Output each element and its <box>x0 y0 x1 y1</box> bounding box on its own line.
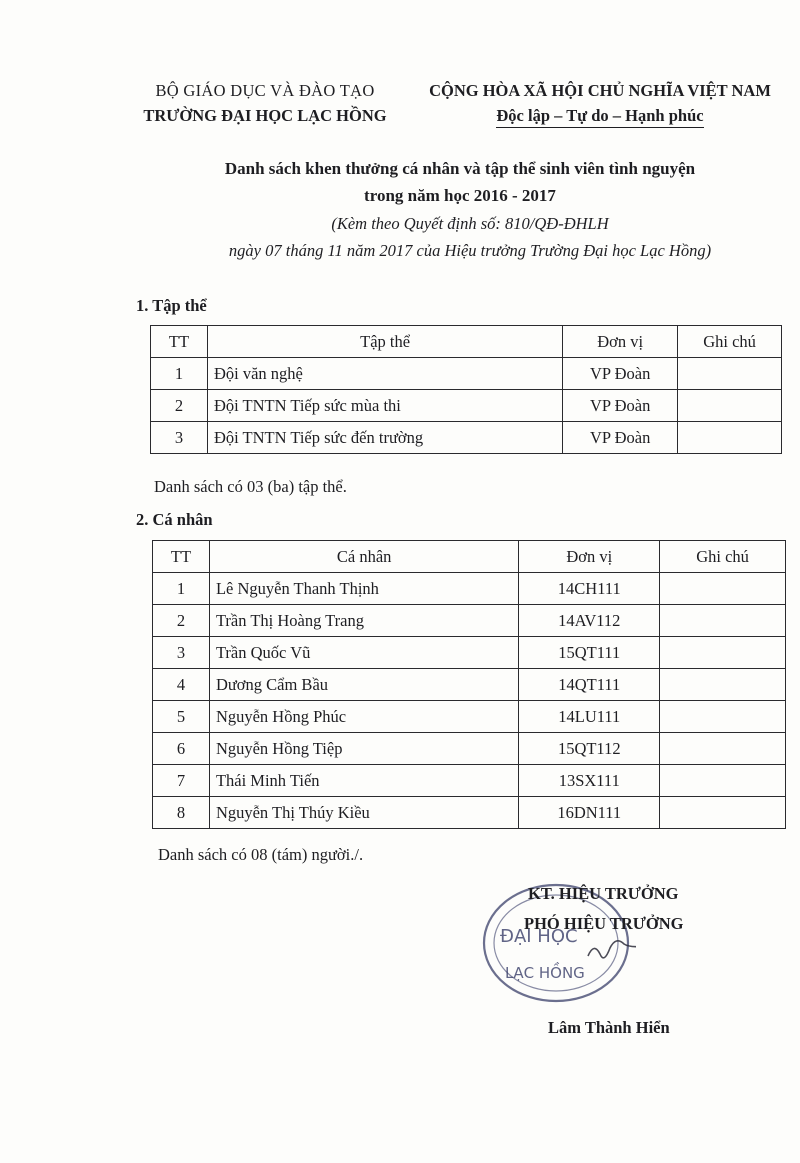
row-name: Thái Minh Tiến <box>209 765 518 797</box>
table-header-row <box>153 541 786 573</box>
row-number: 1 <box>153 573 210 605</box>
row-number: 8 <box>153 797 210 829</box>
table-row <box>153 605 786 637</box>
column-header: Tập thể <box>207 326 562 358</box>
table-row <box>153 637 786 669</box>
row-number: 2 <box>153 605 210 637</box>
row-note <box>678 390 782 422</box>
column-header: Đơn vị <box>519 541 660 573</box>
row-name: Nguyễn Hồng Phúc <box>209 701 518 733</box>
row-unit: 15QT111 <box>519 637 660 669</box>
section-1-summary: Danh sách có 03 (ba) tập thể. <box>154 477 347 496</box>
row-number: 2 <box>151 390 208 422</box>
table-header-row <box>151 326 782 358</box>
column-header: TT <box>153 541 210 573</box>
column-header: Ghi chú <box>660 541 786 573</box>
section-2-heading: 2. Cá nhân <box>136 510 213 529</box>
table-row <box>151 422 782 454</box>
row-note <box>678 358 782 390</box>
row-name: Đội TNTN Tiếp sức đến trường <box>207 422 562 454</box>
row-note <box>660 765 786 797</box>
collective-table <box>150 325 782 454</box>
row-note <box>660 733 786 765</box>
row-number: 3 <box>151 422 208 454</box>
column-header: Đơn vị <box>563 326 678 358</box>
table-row <box>153 797 786 829</box>
row-unit: 14QT111 <box>519 669 660 701</box>
title-line-1: Danh sách khen thưởng cá nhân và tập thể sinh viên tình nguyện <box>224 159 696 178</box>
row-note <box>660 637 786 669</box>
attachment-line-1: (Kèm theo Quyết định số: 810/QĐ-ĐHLH <box>331 214 609 233</box>
column-header: TT <box>151 326 208 358</box>
row-name: Dương Cẩm Bầu <box>209 669 518 701</box>
row-unit: 16DN111 <box>519 797 660 829</box>
row-number: 5 <box>153 701 210 733</box>
table-row <box>151 358 782 390</box>
row-number: 6 <box>153 733 210 765</box>
ministry-name: BỘ GIÁO DỤC VÀ ĐÀO TẠO <box>155 81 375 100</box>
row-number: 7 <box>153 765 210 797</box>
row-unit: VP Đoàn <box>563 358 678 390</box>
section-1-heading: 1. Tập thể <box>136 296 207 315</box>
motto: Độc lập – Tự do – Hạnh phúc <box>496 106 703 128</box>
row-name: Trần Thị Hoàng Trang <box>209 605 518 637</box>
row-unit: 14CH111 <box>519 573 660 605</box>
table-row <box>153 573 786 605</box>
row-note <box>660 605 786 637</box>
row-unit: 15QT112 <box>519 733 660 765</box>
row-unit: 14LU111 <box>519 701 660 733</box>
table-row <box>153 733 786 765</box>
row-name: Đội TNTN Tiếp sức mùa thi <box>207 390 562 422</box>
row-number: 4 <box>153 669 210 701</box>
row-unit: VP Đoàn <box>563 390 678 422</box>
signature-title-1: KT. HIỆU TRƯỞNG <box>528 884 679 903</box>
school-name: TRƯỜNG ĐẠI HỌC LẠC HỒNG <box>143 106 387 125</box>
row-unit: VP Đoàn <box>563 422 678 454</box>
signature-title-2: PHÓ HIỆU TRƯỞNG <box>524 914 684 933</box>
row-name: Nguyễn Thị Thúy Kiều <box>209 797 518 829</box>
stamp-lettering: ĐẠI HỌC <box>500 926 578 947</box>
column-header: Ghi chú <box>678 326 782 358</box>
attachment-note <box>100 210 800 264</box>
signer-name: Lâm Thành Hiển <box>548 1018 670 1037</box>
title-line-2: trong năm học 2016 - 2017 <box>364 186 556 205</box>
column-header: Cá nhân <box>209 541 518 573</box>
row-unit: 13SX111 <box>519 765 660 797</box>
country-name: CỘNG HÒA XÃ HỘI CHỦ NGHĨA VIỆT NAM <box>429 81 771 100</box>
national-header <box>410 78 790 128</box>
table-row <box>151 390 782 422</box>
attachment-line-2: ngày 07 tháng 11 năm 2017 của Hiệu trưởng Trường Đại học Lạc Hồng) <box>228 241 712 260</box>
table-row <box>153 765 786 797</box>
row-number: 3 <box>153 637 210 669</box>
section-2-summary: Danh sách có 08 (tám) người./. <box>158 845 364 864</box>
table-row <box>153 669 786 701</box>
row-name: Nguyễn Hồng Tiệp <box>209 733 518 765</box>
individual-table <box>152 540 786 829</box>
row-note <box>678 422 782 454</box>
row-note <box>660 701 786 733</box>
row-name: Trần Quốc Vũ <box>209 637 518 669</box>
row-note <box>660 669 786 701</box>
row-name: Lê Nguyễn Thanh Thịnh <box>209 573 518 605</box>
row-name: Đội văn nghệ <box>207 358 562 390</box>
document-title <box>100 155 800 209</box>
row-unit: 14AV112 <box>519 605 660 637</box>
row-note <box>660 797 786 829</box>
issuer-block <box>100 78 430 128</box>
row-number: 1 <box>151 358 208 390</box>
row-note <box>660 573 786 605</box>
stamp-lettering-2: LẠC HỒNG <box>505 964 585 982</box>
table-row <box>153 701 786 733</box>
